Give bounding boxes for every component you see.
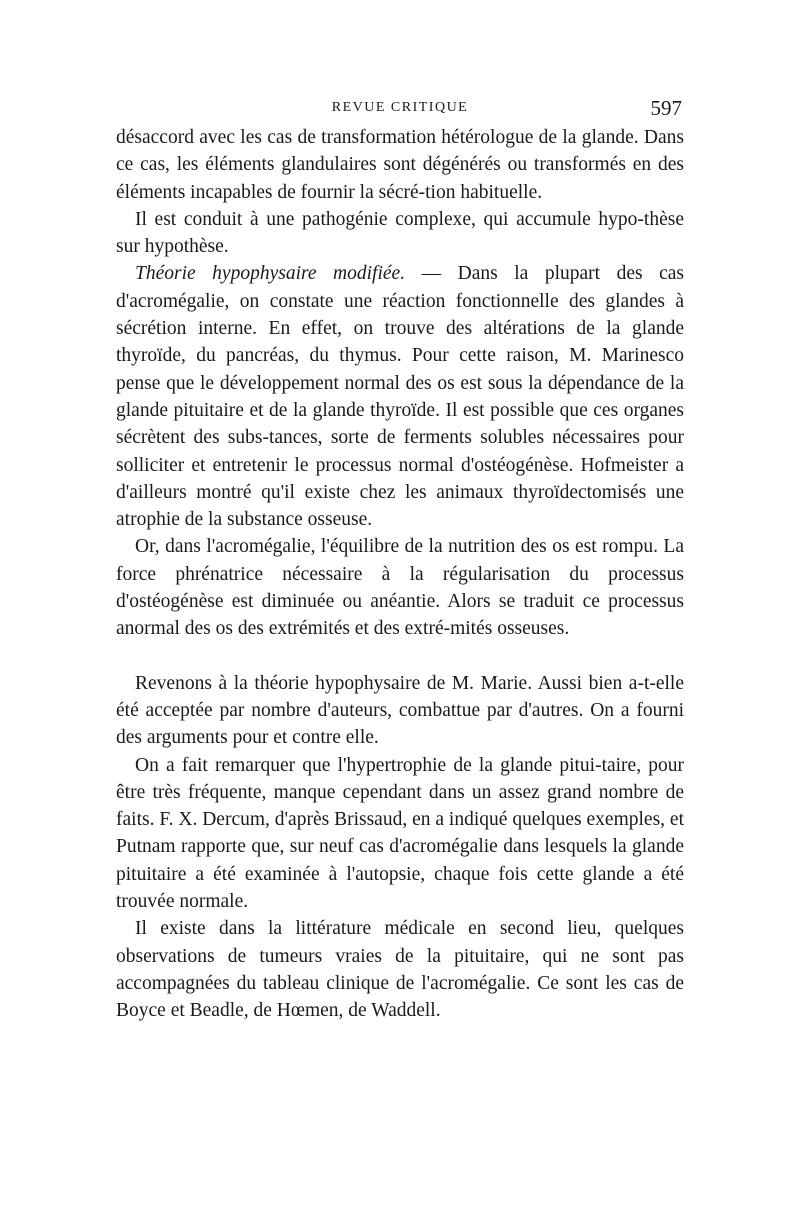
paragraph-text: — Dans la plupart des cas d'acromégalie, on constate une réaction fonctionnelle des glandes à sécrétion interne. En effet, on trouve des altérations de la glande thyroïde, du pancréas, du thymus. Pour cette raison, M. Marinesco pense que le développement normal des os est sous la dépendance de la glande pituitaire et de la glande thyroïde. Il est possible que ces organes sécrètent des subs-tances, sorte de ferments solubles nécessaires pour solliciter et entretenir le processus normal d'ostéogénèse. Hofmeister a d'ailleurs montré qu'il existe chez les animaux thyroïdectomisés une atrophie de la substance osseuse. [116, 263, 684, 531]
paragraph-text: désaccord avec les cas de transformation hétérologue de la glande. Dans ce cas, les éléments glandulaires sont dégénérés ou transformés en des éléments incapables de fournir la sécré-tion habituelle. [116, 127, 684, 203]
paragraph [116, 915, 684, 1024]
body-text [116, 124, 684, 1025]
paragraph [116, 670, 684, 752]
paragraph-text: On a fait remarquer que l'hypertrophie de la glande pitui-taire, pour être très fréquente, manque cependant dans un assez grand nombre de faits. F. X. Dercum, d'après Brissaud, en a indiqué quelques exemples, et Putnam rapporte que, sur neuf cas d'acromégalie dans lesquels la glande pituitaire a été examinée à l'autopsie, chaque fois cette glande a été trouvée normale. [116, 754, 684, 913]
paragraph-text: Or, dans l'acromégalie, l'équilibre de la nutrition des os est rompu. La force phrénatrice nécessaire à la régularisation du processus d'ostéogénèse est diminuée ou anéantie. Alors se traduit ce processus anormal des os des extrémités et des extré-mités osseuses. [116, 536, 684, 640]
paragraph-text: Revenons à la théorie hypophysaire de M. Marie. Aussi bien a-t-elle été acceptée par nombre d'auteurs, combattue par d'autres. On a fourni des arguments pour et contre elle. [116, 672, 684, 749]
paragraph-continuation [116, 124, 684, 206]
paragraph-text: Il existe dans la littérature médicale en second lieu, quelques observations de tumeurs vraies de la pituitaire, qui ne sont pas accompagnées du tableau clinique de l'acromégalie. Ce sont les cas de Boyce et Beadle, de Hœmen, de Waddell. [116, 918, 684, 1022]
running-head [118, 96, 682, 120]
page-number: 597 [650, 96, 682, 120]
paragraph [116, 752, 684, 916]
paragraph [116, 533, 684, 642]
section-heading: Théorie hypophysaire modifiée. [135, 263, 406, 285]
paragraph-section-heading [116, 260, 684, 533]
paragraph [116, 206, 684, 261]
paragraph-text: Il est conduit à une pathogénie complexe, qui accumule hypo-thèse sur hypothèse. [116, 208, 684, 258]
running-title: REVUE CRITIQUE [331, 100, 469, 115]
